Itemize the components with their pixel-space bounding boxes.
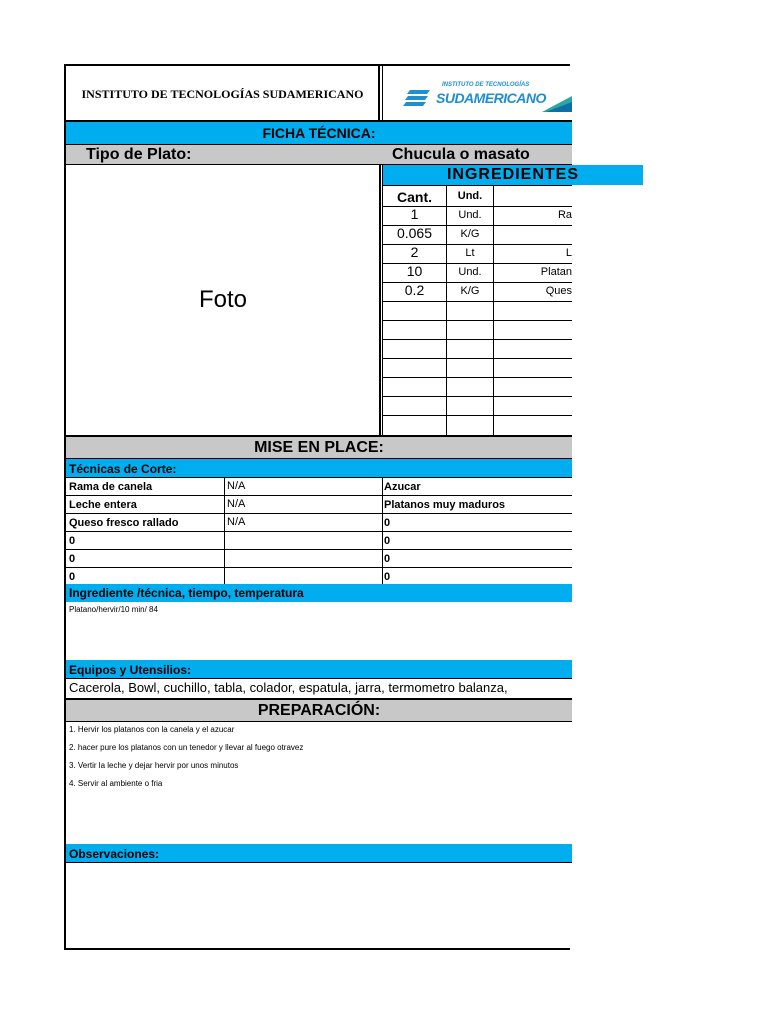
mise-ingredient-2: Azucar (384, 481, 421, 493)
ficha-tecnica-header: FICHA TÉCNICA: (66, 122, 572, 144)
equipos-label: Equipos y Utensilios: (66, 660, 572, 678)
logo-title: SUDAMERICANO (436, 90, 546, 106)
mise-ingredient: Leche entera (69, 499, 137, 511)
mise-ingredient: Rama de canela (69, 481, 153, 493)
mise-ingredient-2: 0 (384, 517, 391, 529)
ingredient-und: Lt (465, 247, 475, 259)
mise-ingredient-2: 0 (384, 553, 391, 565)
equipos-value: Cacerola, Bowl, cuchillo, tabla, colador, espatula, jarra, termometro balanza, (69, 680, 508, 695)
ingredient-name: Ra (557, 209, 572, 221)
preparacion-header: PREPARACIÓN: (66, 700, 572, 721)
mise-ingredient-2: Platanos muy maduros (384, 499, 506, 511)
tecnicas-corte-label: Técnicas de Corte: (66, 459, 572, 477)
photo-placeholder: Foto (198, 286, 248, 313)
institute-name: INSTITUTO DE TECNOLOGÍAS SUDAMERICANO (81, 87, 364, 101)
ingredient-cant: 2 (410, 244, 419, 260)
col-cant: Cant. (397, 189, 432, 205)
recipe-sheet (64, 64, 579, 950)
tecnica-label: Ingrediente /técnica, tiempo, temperatura (66, 584, 572, 602)
ingredient-cant: 0.2 (404, 282, 425, 298)
mise-ingredient: 0 (69, 571, 76, 583)
logo-subtitle: INSTITUTO DE TECNOLOGÍAS (442, 82, 530, 88)
ingredient-name: Platan (540, 266, 572, 278)
mise-tecnica: N/A (227, 480, 246, 492)
ingredient-cant: 10 (406, 263, 423, 279)
mise-ingredient: Queso fresco rallado (69, 517, 179, 529)
ingredient-und: Und. (458, 266, 482, 278)
ingredient-name: L (565, 247, 572, 259)
ingredient-und: K/G (460, 285, 480, 297)
dish-type-value: Chucula o masato (392, 146, 530, 163)
dish-type-label: Tipo de Plato: (86, 146, 192, 163)
ingredient-und: Und. (458, 209, 482, 221)
mise-ingredient-2: 0 (384, 571, 391, 583)
ingredient-name: Ques (545, 285, 572, 297)
prep-step: 3. Vertir la leche y dejar hervir por unos minutos (69, 761, 239, 770)
mise-ingredient-2: 0 (384, 535, 391, 547)
ingredient-cant: 1 (410, 206, 419, 222)
ingredient-name (494, 225, 572, 244)
mise-ingredient: 0 (69, 535, 76, 547)
mise-ingredient: 0 (69, 553, 76, 565)
prep-step: 1. Hervir los platanos con la canela y el azucar (69, 725, 235, 734)
col-und: Und. (457, 190, 483, 202)
tecnica-value: Platano/hervir/10 min/ 84 (69, 605, 158, 614)
ingredients-header: INGREDIENTES (383, 165, 643, 185)
observaciones-label: Observaciones: (66, 844, 572, 862)
mise-en-place-header: MISE EN PLACE: (66, 437, 572, 458)
prep-step: 2. hacer pure los platanos con un tenedor y llevar al fuego otravez (69, 743, 304, 752)
mise-tecnica: N/A (227, 498, 246, 510)
mise-tecnica: N/A (227, 516, 246, 528)
institute-logo (396, 72, 572, 118)
ingredient-und: K/G (460, 228, 480, 240)
prep-step: 4. Servir al ambiente o fria (69, 779, 163, 788)
ingredient-cant: 0.065 (396, 225, 433, 241)
